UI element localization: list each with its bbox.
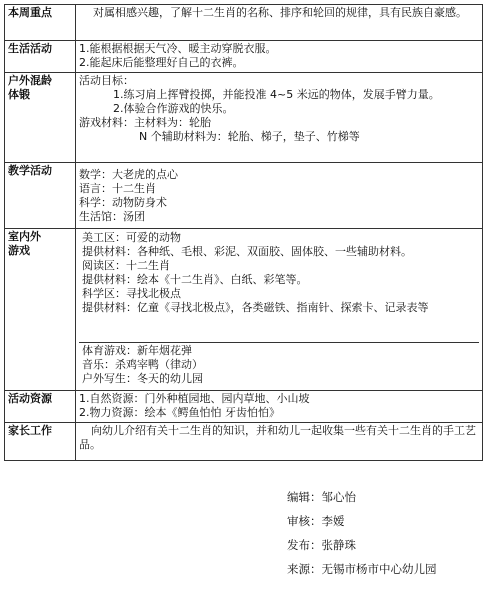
label-line: 户外混龄 [8,74,52,87]
text-line: 语言：十二生肖 [79,181,156,195]
text-line: 户外写生：冬天的幼儿园 [82,372,203,385]
weekly-plan-table [4,4,483,461]
row-content [76,229,483,391]
row-label: 教学活动 [5,163,76,229]
label-line: 室内外 [8,230,41,243]
text-line: 生活馆：汤团 [79,209,145,223]
text-line: 提供材料：各种纸、毛根、彩泥、双面胶、固体胶、一些辅助材料。 [82,245,412,258]
row-content [76,41,483,73]
reviewer-credit: 审核：李嫒 [287,514,345,528]
text-line: 阅读区：十二生肖 [82,259,170,272]
text-line: 体育游戏：新年烟花弹 [82,344,192,357]
row-label [5,73,76,163]
focus-text: 对属相感兴趣，了解十二生肖的名称、排序和轮回的规律，具有民族自豪感。 [93,6,467,19]
text-line: 提供材料：绘本《十二生肖》、白纸、彩笔等。 [82,273,308,286]
row-indoor [5,229,483,391]
row-label [5,229,76,391]
text-line: 科学：动物防身术 [79,195,167,209]
row-label: 家长工作 [5,423,76,461]
row-content [76,5,483,41]
source-credit: 来源：无锡市杨市中心幼儿园 [287,562,437,576]
label-line: 游戏 [8,244,30,257]
indoor-areas [79,230,479,343]
outdoor-games [79,343,479,387]
label-line: 体锻 [8,88,30,101]
row-content [76,391,483,423]
text-line: 音乐：杀鸡宰鸭（律动） [82,358,203,371]
row-parents [5,423,483,461]
row-teaching [5,163,483,229]
text-line: 1.自然资源：门外种植园地、园内草地、小山坡 [79,392,310,405]
text-line: 游戏材料：主材料为：轮胎 [79,116,211,129]
text-line: 数学：大老虎的点心 [79,167,178,181]
row-label: 活动资源 [5,391,76,423]
text-line: 2.体验合作游戏的快乐。 [113,102,234,115]
row-focus [5,5,483,41]
row-resources [5,391,483,423]
text-line: 美工区：可爱的动物 [82,231,181,244]
text-line: 活动目标： [79,74,134,87]
row-label: 本周重点 [5,5,76,41]
parents-text: 向幼儿介绍有关十二生肖的知识，并和幼儿一起收集一些有关十二生肖的手工艺品。 [79,424,476,451]
text-line: N 个辅助材料为：轮胎、梯子，垫子、竹梯等 [139,130,360,143]
row-content [76,163,483,229]
text-line: 1.能根据根据天气冷、暖主动穿脱衣服。 [79,42,277,55]
row-outdoor [5,73,483,163]
credits-block [287,489,437,585]
row-content [76,73,483,163]
publisher-credit: 发布：张静珠 [287,538,356,552]
text-line: 2.物力资源：绘本《鳄鱼怕怕 牙齿怕怕》 [79,406,280,419]
row-label: 生活活动 [5,41,76,73]
text-line: 2.能起床后能整理好自己的衣裤。 [79,56,244,69]
editor-credit: 编辑：邹心怡 [287,490,356,504]
text-line: 提供材料：亿童《寻找北极点》，各类磁铁、指南针、探索卡、记录表等 [82,301,429,314]
row-content [76,423,483,461]
text-line: 科学区：寻找北极点 [82,287,181,300]
text-line: 1.练习肩上挥臂投掷，并能投准 4~5 米远的物体，发展手臂力量。 [113,88,440,101]
row-life [5,41,483,73]
